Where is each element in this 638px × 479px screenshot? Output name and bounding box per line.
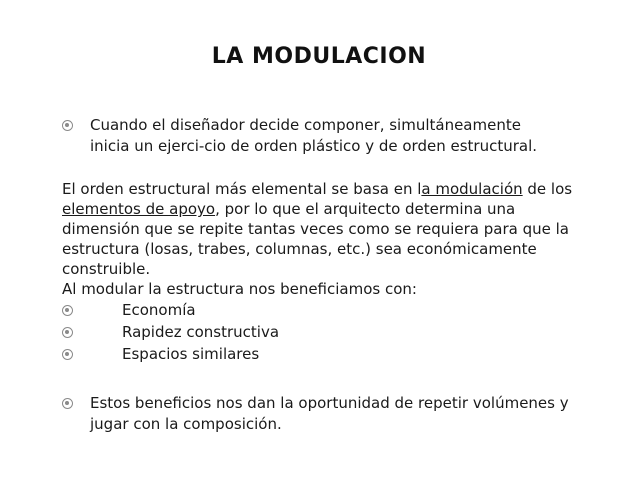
benefit-item-1-text: Economía — [122, 301, 196, 319]
benefits-intro — [62, 279, 622, 299]
benefit-item-2 — [0, 322, 638, 344]
bullet-item-2-line-2: jugar con la composición. — [90, 415, 282, 433]
paragraph-line-5: construible. — [62, 260, 151, 278]
paragraph-line-2-end: , por lo que el arquitecto determina una — [215, 200, 516, 218]
benefits-intro-text: Al modular la estructura nos beneficiamos con: — [62, 280, 417, 298]
benefit-item-2-text: Rapidez constructiva — [122, 323, 280, 341]
circle-bullet-icon — [62, 305, 73, 316]
benefit-item-1 — [0, 300, 638, 322]
paragraph-line-1 — [62, 179, 622, 199]
circle-bullet-icon — [62, 327, 73, 338]
bullet-item-1-line-2: inicia un ejerci-cio de orden plástico y de orden estructural. — [90, 137, 538, 155]
modulacion-link: a modulación — [421, 180, 523, 198]
circle-bullet-icon — [62, 349, 73, 360]
bullet-item-2 — [0, 393, 638, 437]
circle-bullet-icon — [62, 398, 73, 409]
paragraph-line-1-end: de los — [522, 180, 573, 198]
bullet-item-1-line-1: Cuando el diseñador decide componer, simultáneamente — [90, 116, 521, 134]
bullet-item-1-text — [90, 115, 610, 157]
body-paragraph — [62, 179, 622, 279]
paragraph-line-4: estructura (losas, trabes, columnas, etc.) sea económicamente — [62, 240, 537, 258]
bullet-item-2-text — [90, 393, 610, 435]
paragraph-line-2 — [62, 199, 622, 219]
circle-bullet-icon — [62, 120, 73, 131]
benefit-item-3 — [0, 344, 638, 366]
bullet-item-1 — [0, 115, 638, 159]
elementos-de-apoyo-link: elementos de apoyo — [62, 200, 216, 218]
slide-title: LA MODULACION — [211, 44, 427, 69]
bullet-item-2-line-1: Estos beneficios nos dan la oportunidad de repetir volúmenes y — [90, 394, 569, 412]
paragraph-line-3: dimensión que se repite tantas veces como se requiera para que la — [62, 220, 569, 238]
benefit-item-3-text: Espacios similares — [122, 345, 260, 363]
paragraph-line-1-start: El orden estructural más elemental se basa en l — [62, 180, 422, 198]
